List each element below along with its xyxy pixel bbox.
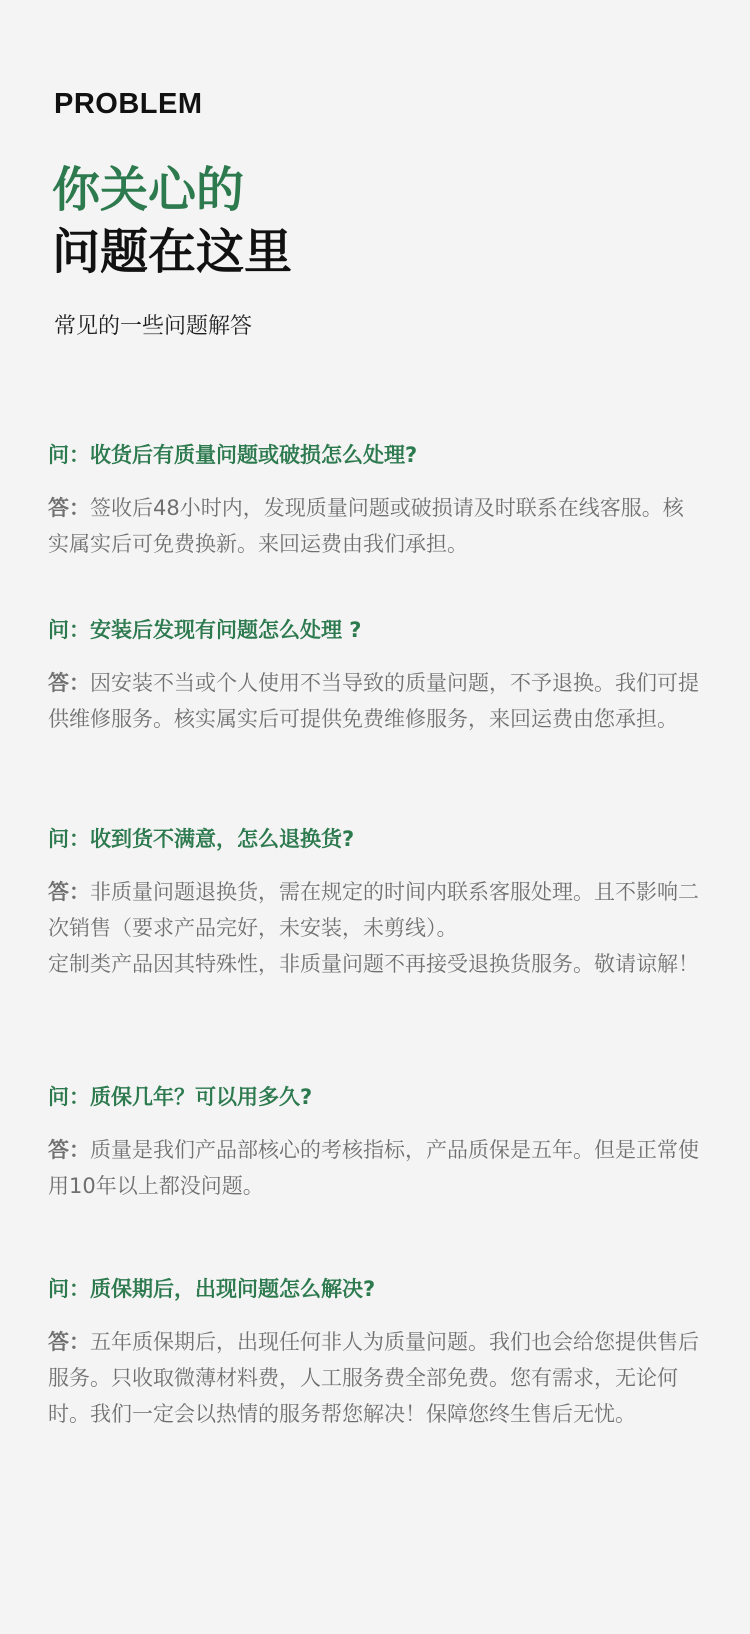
answer-label: 答：	[48, 1138, 90, 1162]
faq-answer	[48, 874, 703, 982]
faq-item-5	[48, 1274, 703, 1432]
faq-item-4	[48, 1082, 703, 1204]
answer-label: 答：	[48, 671, 90, 695]
answer-text: 五年质保期后，出现任何非人为质量问题。我们也会给您提供售后服务。只收取微薄材料费，人工服务费全部免费。您有需求，无论何时。我们一定会以热情的服务帮您解决！保障您终生售后无忧。	[48, 1330, 699, 1426]
faq-question: 问：安装后发现有问题怎么处理 ?	[48, 618, 362, 642]
faq-question: 问：质保几年？可以用多久?	[48, 1085, 313, 1109]
page-subtitle: 常见的一些问题解答	[54, 314, 253, 339]
answer-label: 答：	[48, 1330, 90, 1354]
faq-answer	[48, 1132, 703, 1204]
faq-question: 问：收到货不满意，怎么退换货?	[48, 827, 355, 851]
faq-question: 问：质保期后，出现问题怎么解决?	[48, 1277, 376, 1301]
faq-question: 问：收货后有质量问题或破损怎么处理?	[48, 443, 418, 467]
section-kicker: PROBLEM	[54, 88, 203, 120]
faq-answer	[48, 490, 703, 562]
faq-item-1	[48, 440, 703, 562]
answer-label: 答：	[48, 496, 90, 520]
answer-text: 非质量问题退换货，需在规定的时间内联系客服处理。且不影响二次销售（要求产品完好，未安装，未剪线）。 定制类产品因其特殊性，非质量问题不再接受退换货服务。敬请谅解！	[48, 880, 699, 976]
answer-label: 答：	[48, 880, 90, 904]
faq-answer	[48, 1324, 703, 1432]
page-title-line-2: 问题在这里	[52, 224, 293, 280]
faq-item-3	[48, 824, 703, 982]
answer-text: 因安装不当或个人使用不当导致的质量问题，不予退换。我们可提供维修服务。核实属实后可提供免费维修服务，来回运费由您承担。	[48, 671, 699, 731]
faq-item-2	[48, 615, 703, 737]
answer-text: 签收后48小时内，发现质量问题或破损请及时联系在线客服。核实属实后可免费换新。来回运费由我们承担。	[48, 496, 684, 556]
answer-text: 质量是我们产品部核心的考核指标，产品质保是五年。但是正常使用10年以上都没问题。	[48, 1138, 699, 1198]
page-title-line-1: 你关心的	[52, 162, 245, 218]
faq-answer	[48, 665, 703, 737]
